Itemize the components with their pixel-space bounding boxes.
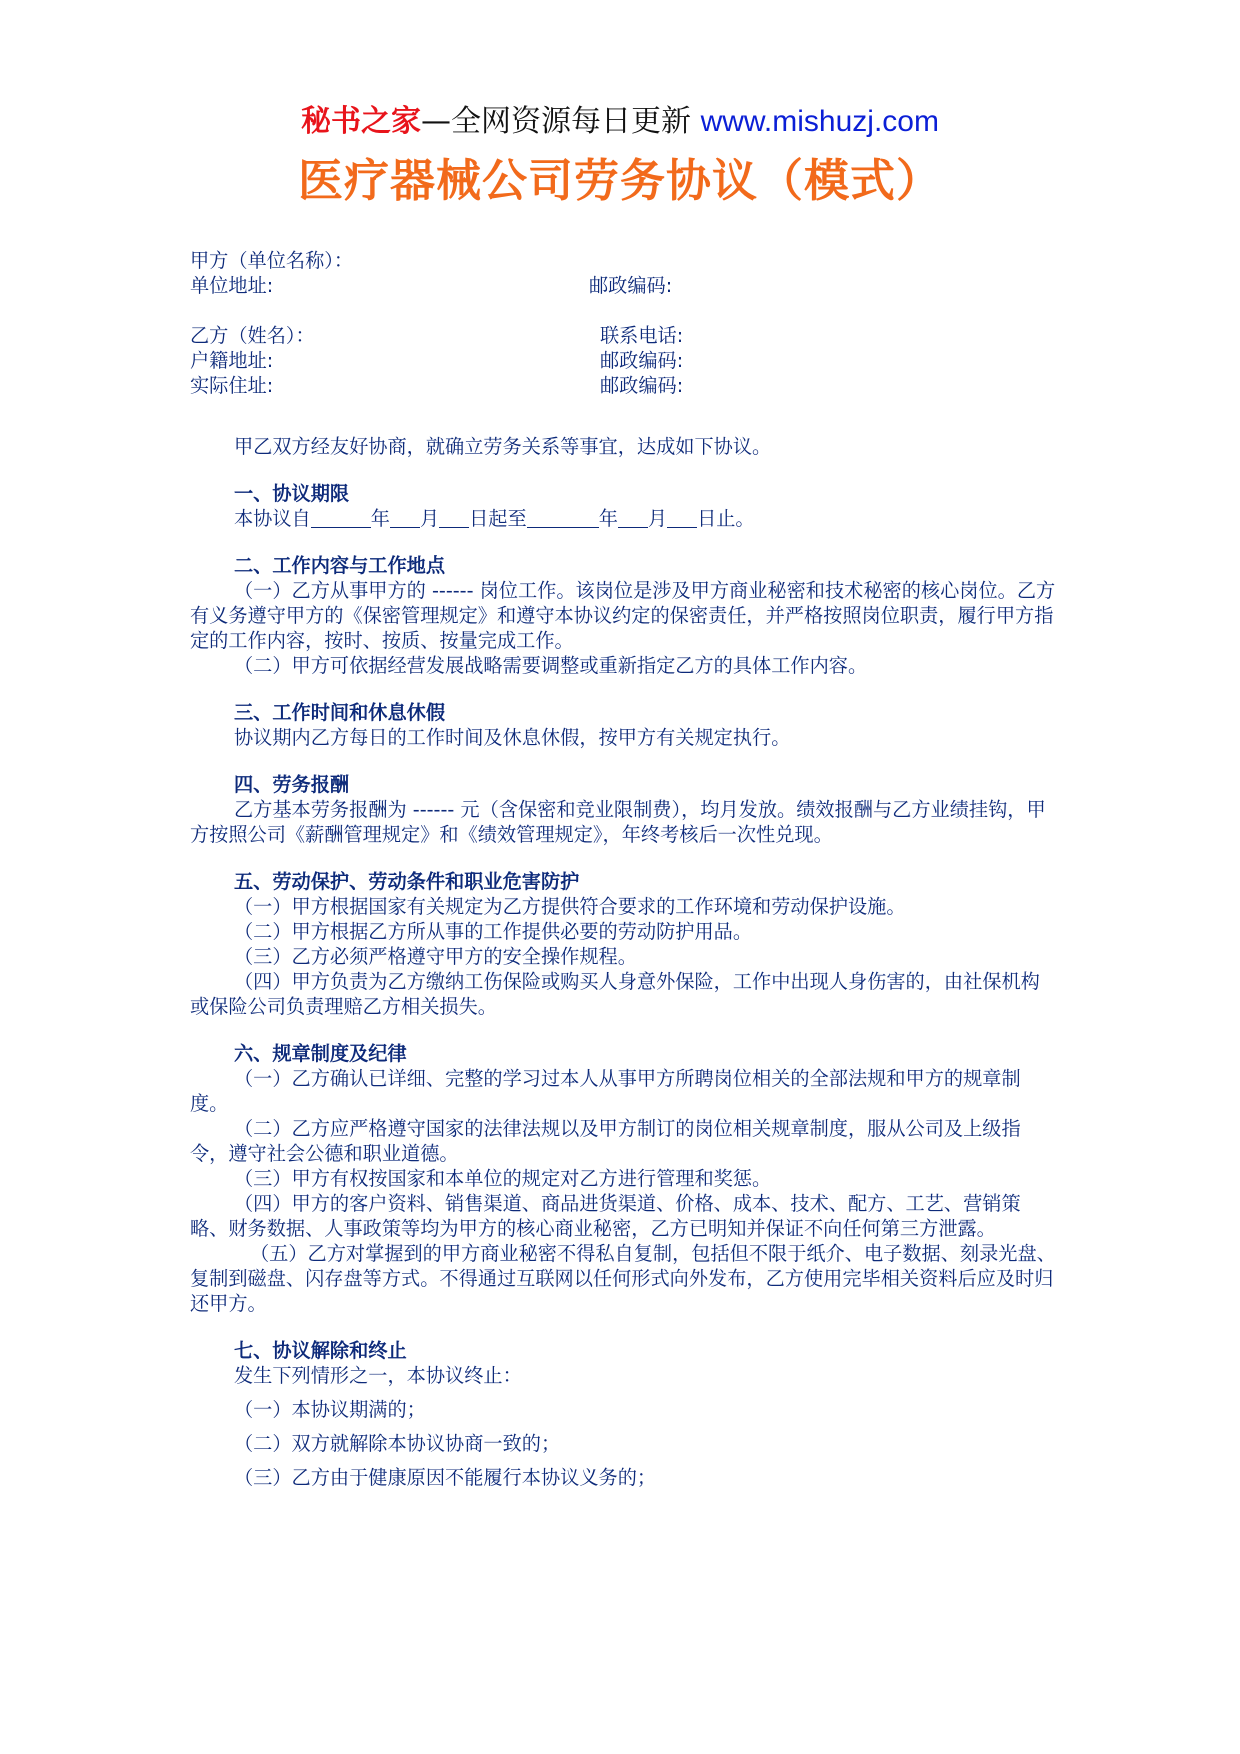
party-b-name-row — [190, 323, 1058, 348]
section-4-heading: 四、劳务报酬 — [234, 773, 350, 796]
banner-slogan: —全网资源每日更新 — [421, 104, 701, 139]
banner-url-link[interactable]: www.mishuzj.com — [700, 105, 939, 138]
start-month-blank[interactable] — [390, 507, 420, 528]
section-2-paragraph-1: （一）乙方从事甲方的 ------ 岗位工作。该岗位是涉及甲方商业秘密和技术秘密的核心岗位。乙方有义务遵守甲方的《保密管理规定》和遵守本协议约定的保密责任，并严格按照岗位职责，履行甲方指定的工作内容，按时、按质、按量完成工作。 — [190, 579, 1056, 652]
section-3-paragraph-1: 协议期内乙方每日的工作时间及休息休假，按甲方有关规定执行。 — [234, 726, 791, 749]
section-6-heading: 六、规章制度及纪律 — [234, 1042, 407, 1065]
end-year-blank[interactable] — [527, 507, 599, 528]
section-5-paragraph-4: （四）甲方负责为乙方缴纳工伤保险或购买人身意外保险，工作中出现人身伤害的，由社保机构或保险公司负责理赔乙方相关损失。 — [190, 970, 1040, 1018]
party-a-postcode-label: 邮政编码: — [589, 274, 673, 297]
party-a-name-label: 甲方（单位名称）： — [190, 249, 354, 272]
section-5-paragraph-1: （一）甲方根据国家有关规定为乙方提供符合要求的工作环境和劳动保护设施。 — [234, 895, 906, 918]
party-b-residence-label: 实际住址: — [190, 374, 274, 397]
section-6-paragraph-4: （四）甲方的客户资料、销售渠道、商品进货渠道、价格、成本、技术、配方、工艺、营销策略、财务数据、人事政策等均为甲方的核心商业秘密，乙方已明知并保证不向任何第三方泄露。 — [190, 1192, 1021, 1240]
term-text-year-2: 年 — [598, 507, 618, 530]
end-month-blank[interactable] — [618, 507, 648, 528]
banner-brand: 秘书之家 — [301, 104, 422, 139]
section-3-heading: 三、工作时间和休息休假 — [234, 701, 446, 724]
section-7-heading: 七、协议解除和终止 — [234, 1339, 407, 1362]
section-6-paragraph-2: （二）乙方应严格遵守国家的法律法规以及甲方制订的岗位相关规章制度，服从公司及上级指令，遵守社会公德和职业道德。 — [190, 1117, 1021, 1165]
term-text-end: 日止。 — [697, 507, 755, 530]
document-body — [190, 248, 1058, 1499]
party-b-residence-row — [190, 373, 1058, 398]
section-5-paragraph-3: （三）乙方必须严格遵守甲方的安全操作规程。 — [234, 945, 637, 968]
section-7-item-1: （一）本协议期满的； — [234, 1398, 426, 1421]
section-7-item-3: （三）乙方由于健康原因不能履行本协议义务的； — [234, 1466, 657, 1489]
section-5-heading: 五、劳动保护、劳动条件和职业危害防护 — [234, 870, 580, 893]
party-b-household-postcode-label: 邮政编码: — [600, 349, 684, 372]
party-b-name-label: 乙方（姓名）： — [190, 324, 315, 347]
section-6-paragraph-5: （五）乙方对掌握到的甲方商业秘密不得私自复制，包括但不限于纸介、电子数据、刻录光盘、复制到磁盘、闪存盘等方式。不得通过互联网以任何形式向外发布，乙方使用完毕相关资料后应及时归还甲方。 — [190, 1242, 1056, 1315]
section-1-heading: 一、协议期限 — [234, 482, 350, 505]
section-4-paragraph-1: 乙方基本劳务报酬为 ------ 元（含保密和竞业限制费），均月发放。绩效报酬与乙方业绩挂钩，甲方按照公司《薪酬管理规定》和《绩效管理规定》，年终考核后一次性兑现。 — [190, 798, 1046, 846]
section-7-item-2: （二）双方就解除本协议协商一致的； — [234, 1432, 561, 1455]
section-5-paragraph-2: （二）甲方根据乙方所从事的工作提供必要的劳动防护用品。 — [234, 920, 753, 943]
party-a-address-label: 单位地址: — [190, 274, 274, 297]
party-a-address-row — [190, 273, 1058, 298]
start-year-blank[interactable] — [311, 507, 371, 528]
term-line — [190, 506, 1058, 531]
section-6-paragraph-1: （一）乙方确认已详细、完整的学习过本人从事甲方所聘岗位相关的全部法规和甲方的规章制度。 — [190, 1067, 1021, 1115]
start-day-blank[interactable] — [439, 507, 469, 528]
term-text-year: 年 — [370, 507, 390, 530]
site-banner — [0, 102, 1240, 142]
document-title: 医疗器械公司劳务协议（模式） — [297, 154, 942, 207]
term-text-month-2: 月 — [647, 507, 668, 530]
term-text-until: 日起至 — [469, 507, 527, 530]
party-b-phone-label: 联系电话: — [600, 324, 684, 347]
party-b-residence-postcode-label: 邮政编码: — [600, 374, 684, 397]
section-2-paragraph-2: （二）甲方可依据经营发展战略需要调整或重新指定乙方的具体工作内容。 — [234, 654, 868, 677]
party-b-household-row — [190, 348, 1058, 373]
term-text-month: 月 — [419, 507, 440, 530]
party-a-name-row — [190, 248, 1058, 273]
section-7-lead: 发生下列情形之一，本协议终止： — [234, 1364, 522, 1387]
party-b-household-label: 户籍地址: — [190, 349, 274, 372]
intro-paragraph: 甲乙双方经友好协商，就确立劳务关系等事宜，达成如下协议。 — [234, 435, 772, 458]
section-6-paragraph-3: （三）甲方有权按国家和本单位的规定对乙方进行管理和奖惩。 — [234, 1167, 772, 1190]
end-day-blank[interactable] — [667, 507, 697, 528]
term-text-from: 本协议自 — [234, 507, 311, 530]
section-2-heading: 二、工作内容与工作地点 — [234, 554, 446, 577]
